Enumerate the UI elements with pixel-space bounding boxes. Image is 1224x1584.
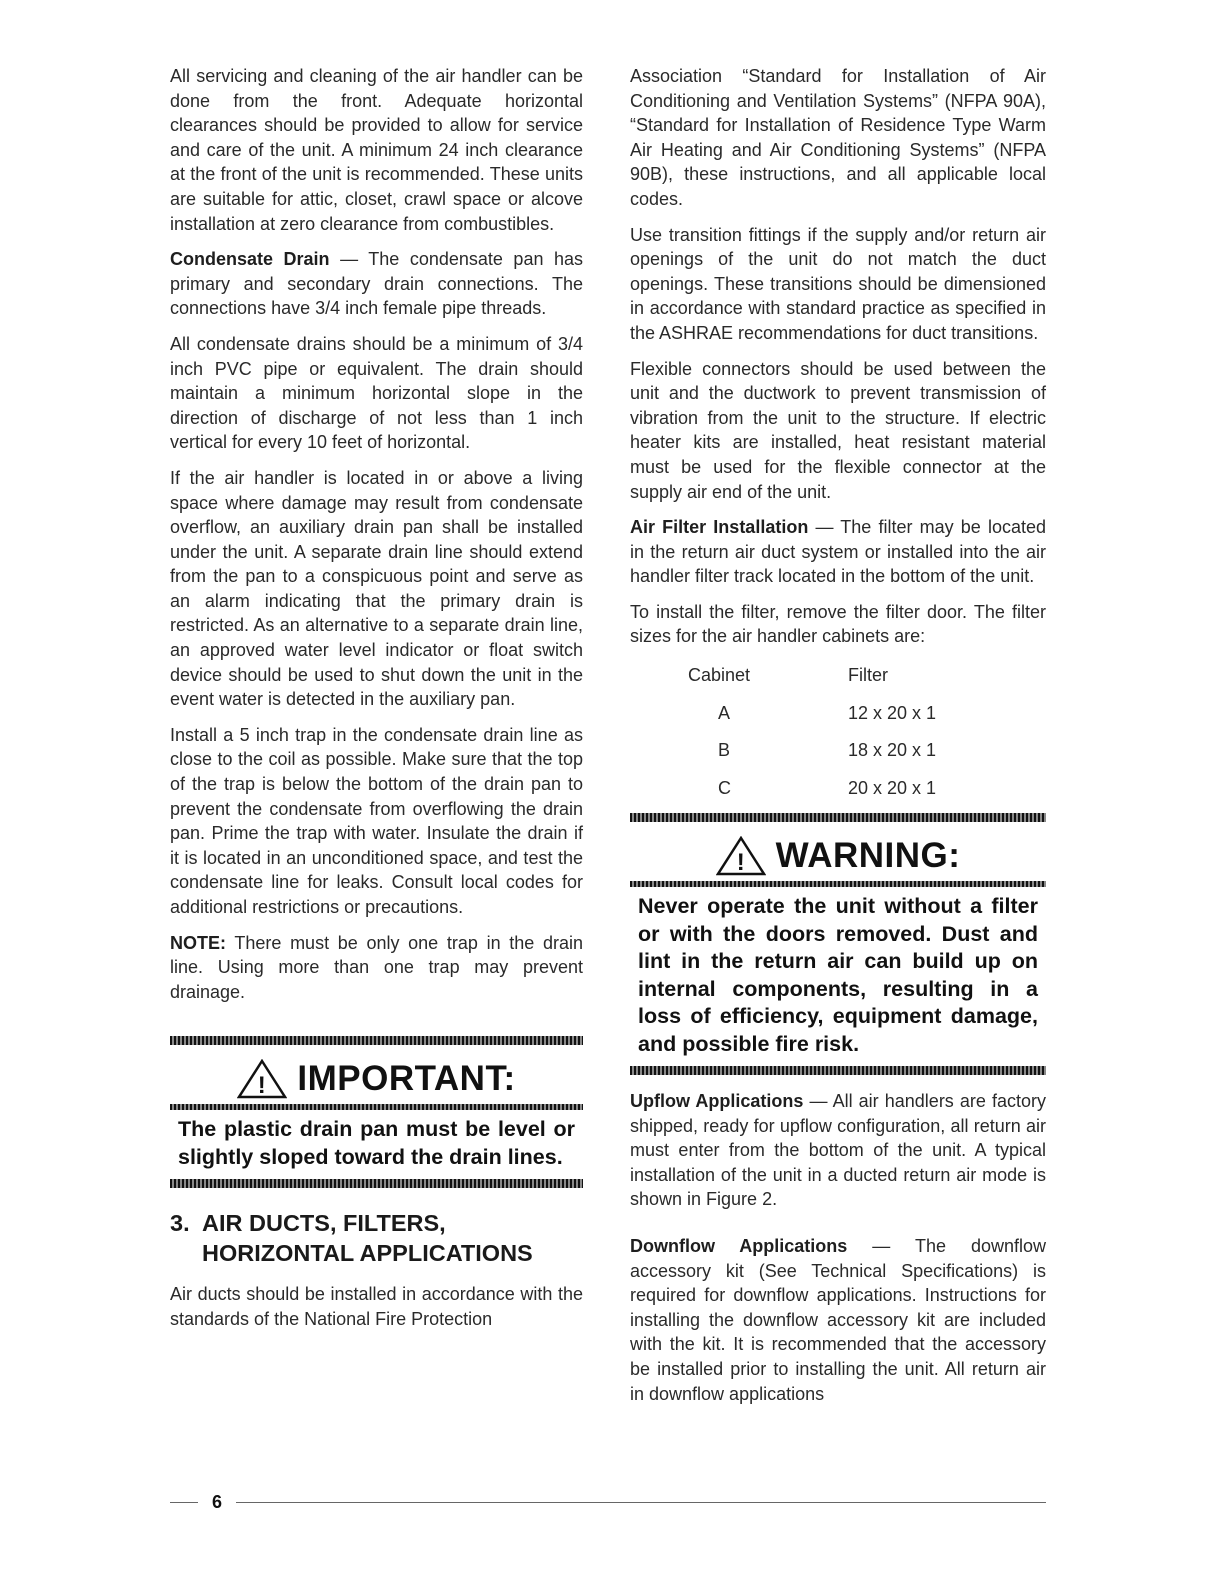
warning-heading xyxy=(630,822,1046,881)
paragraph-auxiliary-pan: If the air handler is located in or above a living space where damage may result from condensate overflow, an auxiliary drain pan shall be installed under the unit. A separate drain line should extend from the pan to a conspicuous point and serve as an alarm indicating that the primary drain is restricted. As an alternative to a separate drain line, an approved water level indicator or float switch device should be used to shut down the unit in the event water is detected in the auxiliary pan. xyxy=(170,467,583,710)
warning-triangle-icon xyxy=(716,836,766,876)
hatch-divider xyxy=(630,1066,1046,1075)
important-title: IMPORTANT: xyxy=(297,1059,516,1099)
table-row xyxy=(686,695,936,733)
note-label: NOTE: xyxy=(170,932,226,953)
table-row xyxy=(686,732,936,770)
table-cell-cabinet: C xyxy=(718,777,731,798)
lead-condensate-drain: Condensate Drain xyxy=(170,249,330,270)
table-header-cabinet: Cabinet xyxy=(688,665,751,686)
filter-size-table xyxy=(686,657,936,807)
table-cell-filter: 20 x 20 x 1 xyxy=(848,777,937,798)
important-heading xyxy=(170,1045,583,1104)
paragraph-install-filter: To install the filter, remove the filter door. The filter sizes for the air handler cabinets are: xyxy=(630,601,1046,647)
svg-text:!: ! xyxy=(736,849,745,877)
paragraph-drain-size: All condensate drains should be a minimum of 3/4 inch PVC pipe or equivalent. The drain should maintain a minimum horizontal slope in the direction of discharge of not less than 1 inch vertical for every 10 feet of horizontal. xyxy=(170,333,583,453)
text-condensate-drain: — The condensate pan has primary and secondary drain connections. The connections have 3/4 inch female pipe threads. xyxy=(170,249,584,319)
left-column xyxy=(170,64,583,1343)
warning-title: WARNING: xyxy=(775,836,961,876)
right-column xyxy=(630,64,1046,1417)
text-upflow: — All air handlers are factory shipped, ready for upflow configuration, all return air must enter from the bottom of the unit. A typical installation of the unit in a ducted return air mode is shown in Figure 2. xyxy=(630,1091,1047,1210)
table-header-filter: Filter xyxy=(848,665,888,686)
paragraph-transition-fittings: Use transition fittings if the supply and/or return air openings of the unit do not match the duct openings. These transitions should be dimensioned in accordance with standard practice as specified in the ASHRAE recommendations for duct transitions. xyxy=(630,224,1046,343)
table-header-row xyxy=(686,657,936,695)
warning-text: Never operate the unit without a filter or with the doors removed. Dust and lint in the return air can build up on internal components, resulting in a loss of efficiency, equipment damage, and possible fire risk. xyxy=(638,894,1038,1056)
paragraph-condensate-drain xyxy=(170,247,583,321)
important-text: The plastic drain pan must be level or slightly sloped toward the drain lines. xyxy=(178,1117,575,1169)
table-cell-filter: 12 x 20 x 1 xyxy=(848,702,937,723)
hatch-divider xyxy=(170,1036,583,1045)
footer-rule xyxy=(170,1502,198,1503)
section-heading xyxy=(170,1208,583,1268)
section-title: AIR DUCTS, FILTERS, HORIZONTAL APPLICATIONS xyxy=(202,1210,533,1267)
paragraph-flexible-connectors: Flexible connectors should be used between the unit and the ductwork to prevent transmission of vibration from the unit to the structure. If electric heater kits are installed, heat resistant material must be used for the flexible connector at the supply air end of the unit. xyxy=(630,358,1046,502)
warning-triangle-icon xyxy=(237,1059,287,1099)
paragraph-air-filter xyxy=(630,515,1046,589)
paragraph-nfpa: Association “Standard for Installation of Air Conditioning and Ventilation Systems” (NFPA 90A), “Standard for Installation of Residence Type Warm Air Heating and Air Conditioning Systems” (NFPA 90B), these instructions, and all applicable local codes. xyxy=(630,66,1046,209)
svg-text:!: ! xyxy=(258,1072,267,1100)
warning-notice xyxy=(630,813,1046,1075)
lead-air-filter: Air Filter Installation xyxy=(630,517,809,538)
text-downflow: — The downflow accessory kit (See Technical Specifications) is required for downflow applications. Instructions for installing the downflow accessory kit are included with the kit. It is recommended that the accessory be installed prior to installing the unit. All return air in downflow applications xyxy=(630,1236,1046,1404)
important-notice xyxy=(170,1036,583,1188)
paragraph-upflow xyxy=(630,1089,1046,1212)
table-cell-filter: 18 x 20 x 1 xyxy=(848,740,937,761)
table-row xyxy=(686,770,936,808)
paragraph-air-ducts: Air ducts should be installed in accordance with the standards of the National Fire Protection xyxy=(170,1284,583,1329)
footer-rule xyxy=(236,1502,1046,1503)
hatch-divider xyxy=(630,813,1046,822)
section-number: 3. xyxy=(170,1210,190,1237)
note-text: There must be only one trap in the drain line. Using more than one trap may prevent drainage. xyxy=(170,932,583,1002)
page-footer xyxy=(170,1490,1046,1514)
paragraph-note xyxy=(170,931,583,1005)
lead-downflow: Downflow Applications xyxy=(630,1236,848,1257)
text-air-filter: — The filter may be located in the return air duct system or installed into the air handler filter track located in the bottom of the unit. xyxy=(630,517,1046,587)
table-cell-cabinet: B xyxy=(718,740,731,761)
table-cell-cabinet: A xyxy=(718,702,731,723)
paragraph-trap: Install a 5 inch trap in the condensate drain line as close to the coil as possible. Make sure that the top of the trap is below the bottom of the drain pan to prevent the condensate from overflowing the drain pan. Prime the trap with water. Insulate the drain if it is located in an unconditioned space, and test the condensate line for leaks. Consult local codes for additional restrictions or precautions. xyxy=(170,724,583,917)
hatch-divider xyxy=(170,1179,583,1188)
page-number: 6 xyxy=(212,1491,223,1512)
paragraph-servicing: All servicing and cleaning of the air handler can be done from the front. Adequate horizontal clearances should be provided to allow for service and care of the unit. A minimum 24 inch clearance at the front of the unit is recommended. These units are suitable for attic, closet, crawl space or alcove installation at zero clearance from combustibles. xyxy=(170,66,583,234)
lead-upflow: Upflow Applications xyxy=(630,1091,804,1112)
paragraph-downflow xyxy=(630,1234,1046,1406)
